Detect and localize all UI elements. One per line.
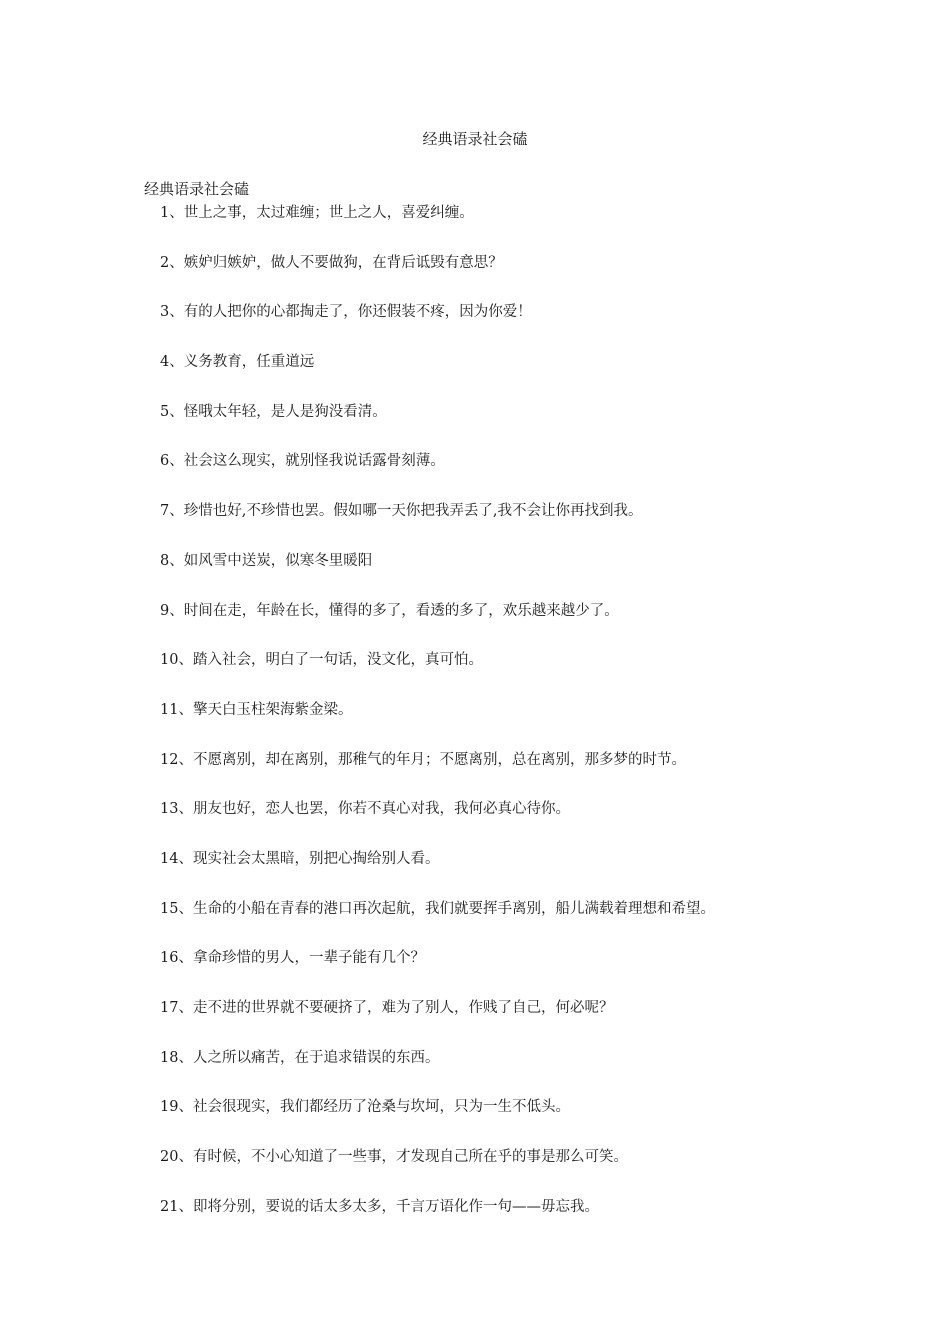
quote-item: 3、有的人把你的心都掏走了，你还假装不疼，因为你爱！ bbox=[160, 304, 532, 321]
quote-list bbox=[160, 202, 920, 1245]
quote-item: 13、朋友也好，恋人也罢，你若不真心对我，我何必真心待你。 bbox=[160, 801, 570, 818]
quote-item: 15、生命的小船在青春的港口再次起航，我们就要挥手离别，船儿满载着理想和希望。 bbox=[160, 900, 715, 917]
quote-item: 18、人之所以痛苦，在于追求错误的东西。 bbox=[160, 1049, 440, 1066]
quote-item: 16、拿命珍惜的男人，一辈子能有几个？ bbox=[160, 950, 425, 967]
quote-item: 5、怪哦太年轻，是人是狗没看清。 bbox=[160, 403, 387, 420]
quote-item: 20、有时候，不小心知道了一些事，才发现自己所在乎的事是那么可笑。 bbox=[160, 1149, 628, 1166]
document-title: 经典语录社会磕 bbox=[422, 130, 528, 148]
quote-item: 2、嫉妒归嫉妒，做人不要做狗，在背后诋毁有意思？ bbox=[160, 254, 503, 271]
quote-item: 14、现实社会太黑暗，别把心掏给别人看。 bbox=[160, 850, 440, 867]
quote-item: 9、时间在走，年龄在长，懂得的多了，看透的多了，欢乐越来越少了。 bbox=[160, 602, 619, 619]
quote-item: 6、社会这么现实，就别怪我说话露骨刻薄。 bbox=[160, 453, 445, 470]
quote-item: 17、走不进的世界就不要硬挤了，难为了别人，作贱了自己，何必呢？ bbox=[160, 1000, 614, 1016]
quote-item: 1、世上之事，太过难缠；世上之人，喜爱纠缠。 bbox=[160, 205, 474, 221]
quote-item: 4、义务教育，任重道远 bbox=[160, 354, 315, 371]
quote-item: 11、擎天白玉柱架海紫金梁。 bbox=[160, 701, 353, 718]
quote-item: 8、如风雪中送炭，似寒冬里暖阳 bbox=[160, 552, 373, 569]
quote-item: 7、珍惜也好,不珍惜也罢。假如哪一天你把我弄丢了,我不会让你再找到我。 bbox=[160, 503, 643, 520]
quote-item: 21、即将分别，要说的话太多太多，千言万语化作一句——毋忘我。 bbox=[160, 1198, 599, 1215]
quote-item: 19、社会很现实，我们都经历了沧桑与坎坷，只为一生不低头。 bbox=[160, 1099, 570, 1116]
quote-item: 10、踏入社会，明白了一句话，没文化，真可怕。 bbox=[160, 652, 483, 669]
document-subtitle: 经典语录社会磕 bbox=[144, 180, 250, 198]
quote-item: 12、不愿离别，却在离别，那稚气的年月；不愿离别，总在离别，那多梦的时节。 bbox=[160, 751, 686, 768]
